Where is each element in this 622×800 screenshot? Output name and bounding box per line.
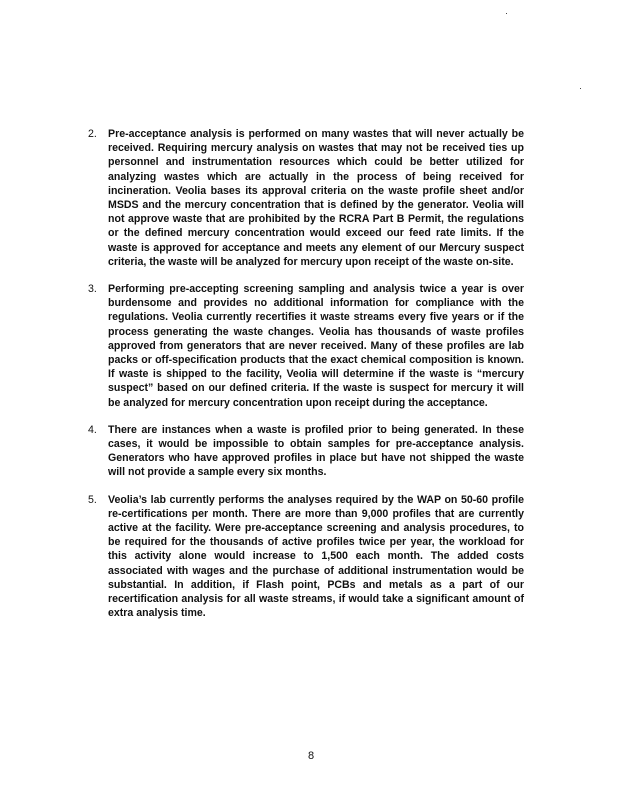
item-text: There are instances when a waste is profiled prior to being generated. In these cases, it would be impossible to obtain samples for pre-acceptance analysis. Generators who have approved profiles in place but have not shipped the waste will not provide a sample every six months. [108,423,524,479]
item-text: Pre-acceptance analysis is performed on many wastes that will never actually be received. Requiring mercury analysis on wastes that may not be received ties up personnel and instrumentation resources which could be better utilized for analyzing wastes which are actually in the process of being received for incineration. Veolia bases its approval criteria on the waste profile sheet and/or MSDS and the mercury concentration that is defined by the generator. Veolia will not approve waste that are prohibited by the RCRA Part B Permit, the regulations or the defined mercury concentration would exceed our feed rate limits. If the waste is approved for acceptance and meets any element of our Mercury suspect criteria, the waste will be analyzed for mercury upon receipt of the waste on-site. [108,128,524,268]
scan-speck [506,13,507,14]
page-number: 8 [307,750,315,762]
item-number: 4. [88,423,97,436]
scan-speck [580,88,581,89]
list-item [88,282,524,410]
numbered-list [88,127,524,621]
list-item [88,493,524,621]
item-number: 2. [88,128,97,140]
item-text: Veolia’s lab currently performs the analyses required by the WAP on 50-60 profile re-certifications per month. There are more than 9,000 profiles that are currently active at the facility. Were pre-acceptance screening and analysis procedures, to be required for the thousands of active profiles twice per year, the workload for this activity alone would increase to 1,500 each month. The added costs associated with wages and the purchase of additional instrumentation would be substantial. In addition, if Flash point, PCBs and metals as a part of our recertification analysis for all waste streams, if would take a significant amount of extra analysis time. [108,493,524,620]
item-number: 3. [88,283,97,296]
item-number: 5. [88,493,97,506]
list-item [88,423,524,480]
list-item [88,127,524,269]
item-text: Performing pre-accepting screening sampling and analysis twice a year is over burdensome and provides no additional information for compliance with the regulations. Veolia currently recertifies it waste streams every five years or if the process generating the waste changes. Veolia has thousands of waste profiles approved from generators that are never received. Many of these profiles are lab packs or off-specification products that the exact chemical composition is known. If waste is shipped to the facility, Veolia will determine if the waste is “mercury suspect” based on our defined criteria. If the waste is suspect for mercury it will be analyzed for mercury concentration upon receipt during the acceptance. [108,283,524,409]
